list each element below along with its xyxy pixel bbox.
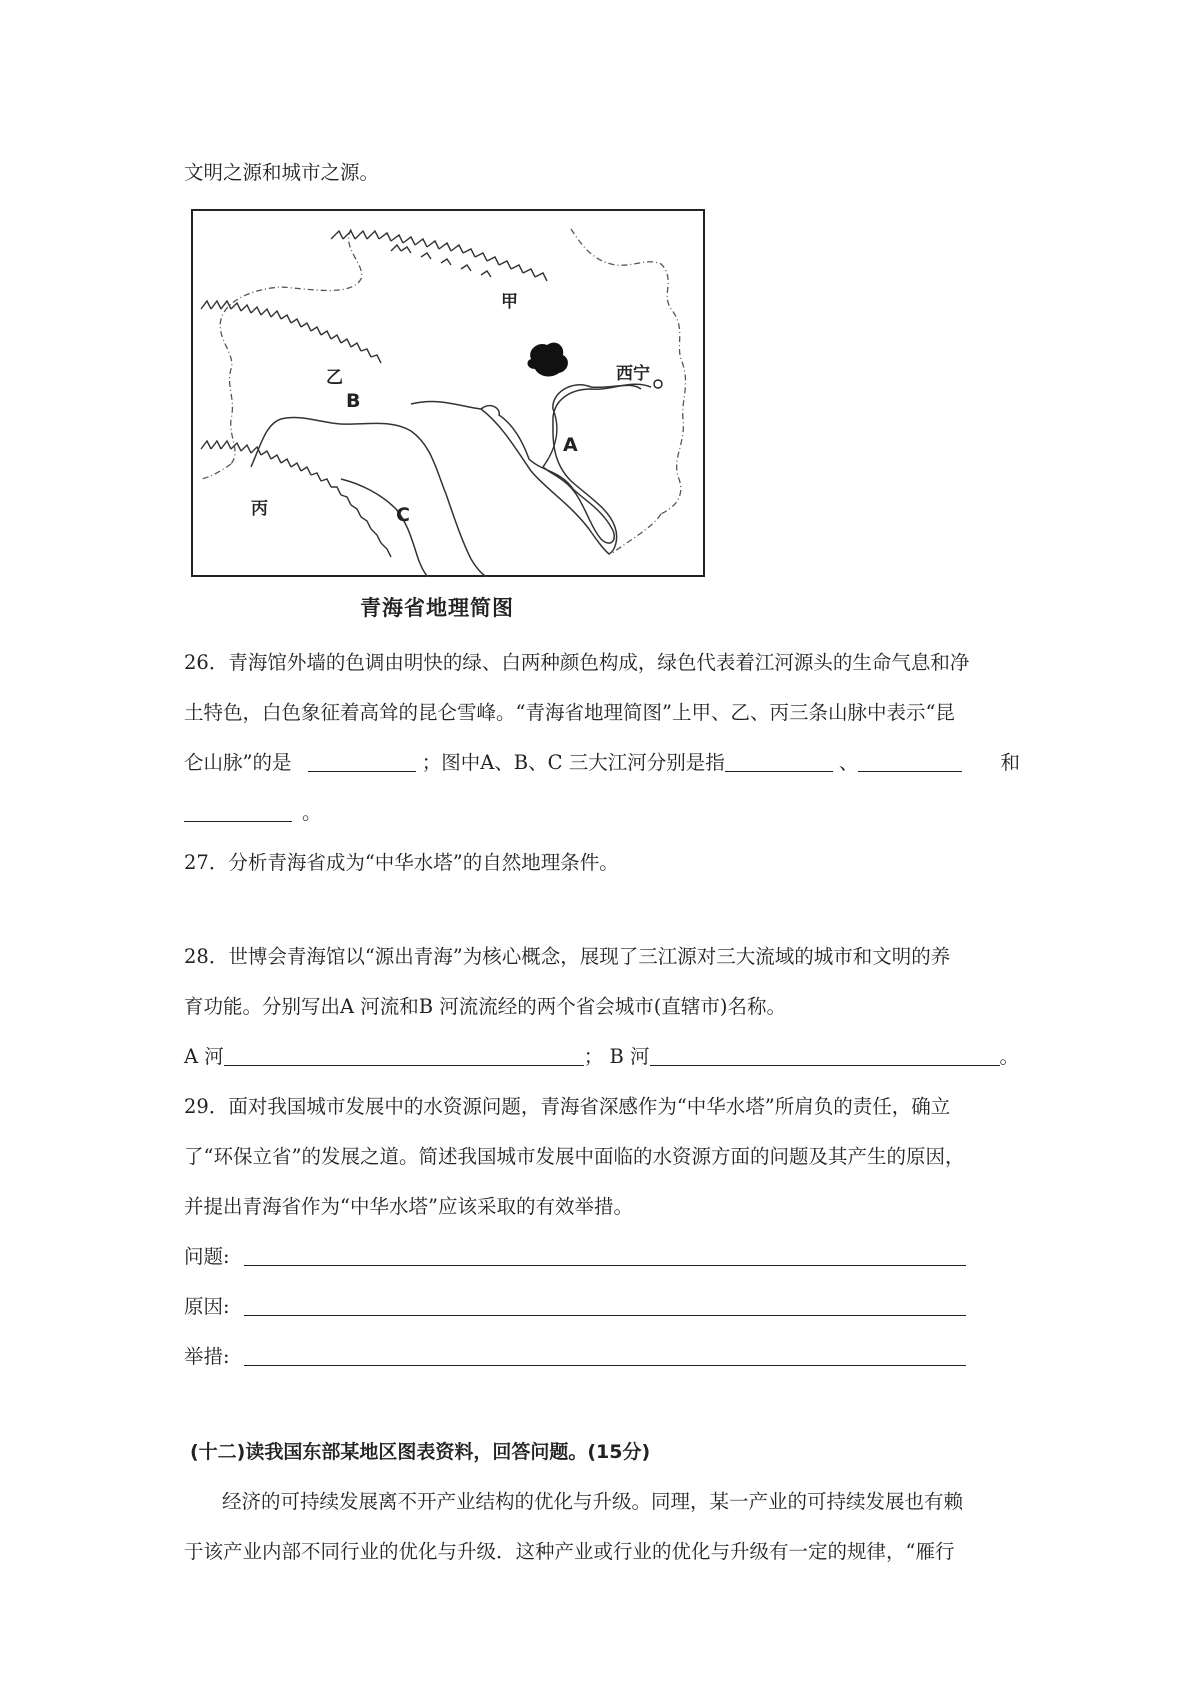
map-label-bing: 丙	[251, 499, 268, 519]
answer-blank-river-b-cities[interactable]	[650, 1043, 1000, 1066]
q26-line2: 土特色，白色象征着高耸的昆仑雪峰。“青海省地理简图”上甲、乙、丙三条山脉中表示“昆	[184, 701, 955, 724]
q28-line1: 28．世博会青海馆以“源出青海”为核心概念，展现了三江源对三大流域的城市和文明的养	[184, 945, 951, 968]
q26-line1: 26．青海馆外墙的色调由明快的绿、白两种颜色构成，绿色代表着江河源头的生命气息和净	[184, 651, 970, 674]
q29-line1: 29．面对我国城市发展中的水资源问题，青海省深感作为“中华水塔”所肩负的责任，确立	[184, 1095, 951, 1118]
q29-line2: 了“环保立省”的发展之道。简述我国城市发展中面临的水资源方面的问题及其产生的原因，	[184, 1145, 965, 1168]
q26-text-a: 仑山脉”的是	[184, 751, 292, 774]
q27-line1: 27．分析青海省成为“中华水塔”的自然地理条件。	[184, 851, 619, 874]
intro-line: 文明之源和城市之源。	[184, 161, 380, 184]
qinghai-map	[191, 209, 705, 577]
answer-blank-river-c[interactable]	[184, 799, 292, 822]
q26-text-c: 、	[838, 751, 859, 774]
map-label-A: A	[563, 434, 578, 456]
q29-measure-label: 举措:	[184, 1345, 230, 1368]
q29-line3: 并提出青海省作为“中华水塔”应该采取的有效举措。	[184, 1195, 633, 1218]
q28-a-label: A 河	[184, 1045, 224, 1068]
map-label-C: C	[396, 504, 410, 526]
map-label-yi: 乙	[326, 368, 343, 388]
answer-blank-kunlun[interactable]	[308, 749, 416, 772]
q29-measure-line	[184, 1342, 1026, 1372]
map-label-jia: 甲	[501, 292, 518, 312]
map-caption: 青海省地理简图	[360, 596, 514, 620]
q28-sep: ；	[583, 1045, 604, 1068]
answer-blank-river-a-cities[interactable]	[224, 1043, 584, 1066]
q26-end: 。	[302, 801, 322, 824]
q26-line3	[184, 748, 1026, 778]
q28-end: 。	[999, 1045, 1020, 1068]
map-svg	[191, 209, 705, 577]
map-label-B: B	[346, 390, 361, 412]
q29-reason-label: 原因:	[184, 1295, 230, 1318]
answer-blank-problem[interactable]	[244, 1243, 966, 1266]
q26-text-d: 和	[1000, 751, 1020, 774]
q28-answer-line	[184, 1042, 1026, 1072]
section12-para-line1: 经济的可持续发展离不开产业结构的优化与升级。同理，某一产业的可持续发展也有赖	[222, 1490, 964, 1513]
q28-line2: 育功能。分别写出A 河流和B 河流流经的两个省会城市(直辖市)名称。	[184, 995, 787, 1018]
answer-blank-measure[interactable]	[244, 1343, 966, 1366]
q29-reason-line	[184, 1292, 1026, 1322]
q28-b-label: B 河	[609, 1045, 650, 1068]
q26-text-b: ；图中A、B、C 三大江河分别是指	[421, 751, 725, 774]
section12-heading: (十二)读我国东部某地区图表资料，回答问题。(15分)	[190, 1441, 651, 1463]
answer-blank-reason[interactable]	[244, 1293, 966, 1316]
answer-blank-river-b[interactable]	[858, 749, 962, 772]
answer-blank-river-a[interactable]	[725, 749, 833, 772]
map-label-xining: 西宁	[616, 364, 650, 384]
q26-line4	[184, 798, 1026, 828]
xining-city-marker	[654, 380, 662, 388]
section12-para-line2: 于该产业内部不同行业的优化与升级．这种产业或行业的优化与升级有一定的规律，“雁行	[184, 1540, 955, 1563]
q29-problem-label: 问题:	[184, 1245, 230, 1268]
q29-problem-line	[184, 1242, 1026, 1272]
